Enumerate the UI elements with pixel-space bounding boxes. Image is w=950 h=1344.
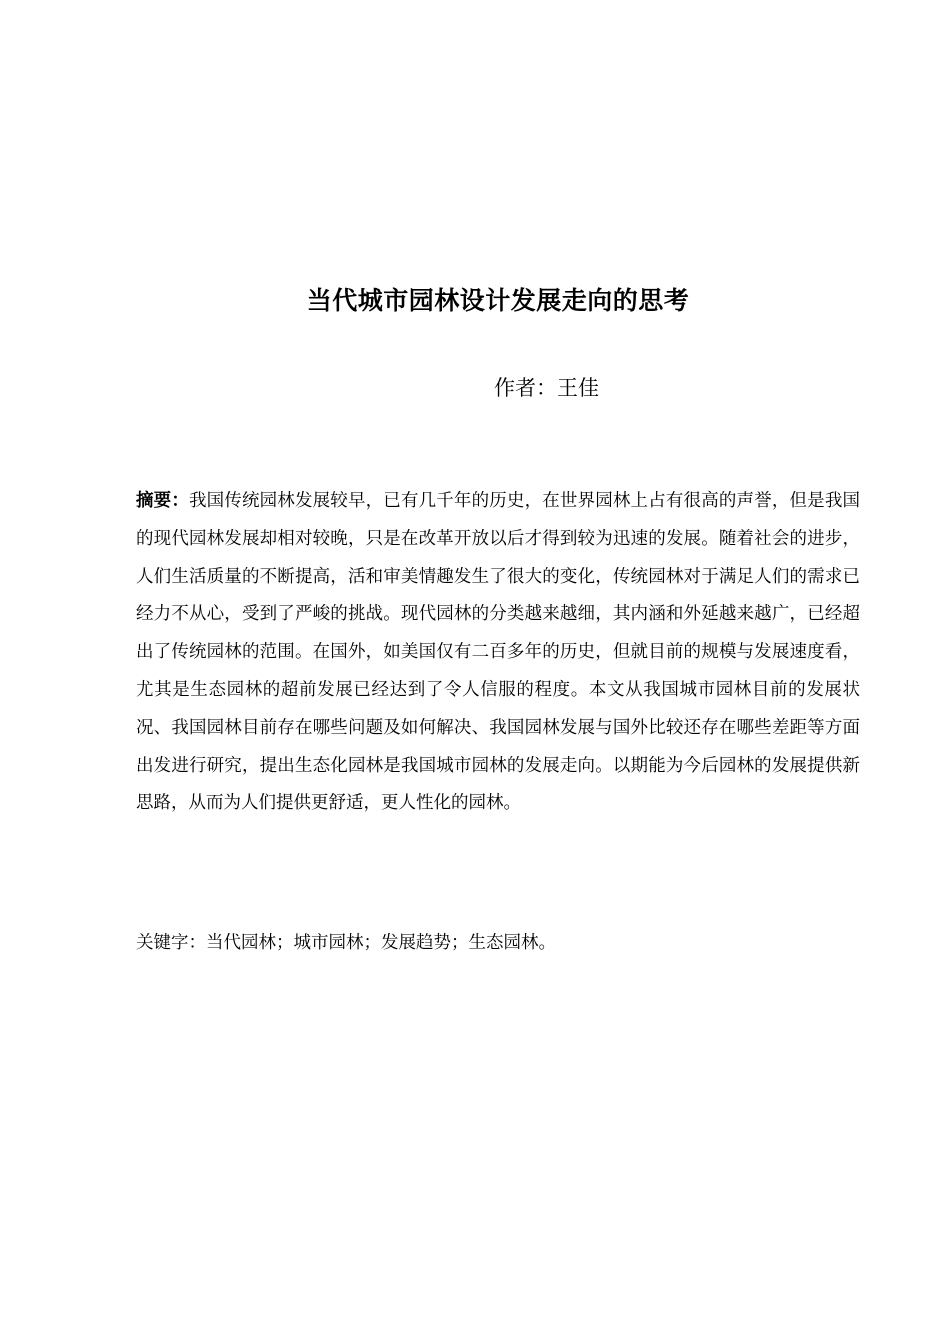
document-title: 当代城市园林设计发展走向的思考 bbox=[306, 286, 690, 315]
abstract-paragraph bbox=[136, 483, 860, 823]
author-line: 作者：王佳 bbox=[494, 376, 599, 400]
keywords-line: 关键字：当代园林；城市园林；发展趋势；生态园林。 bbox=[136, 933, 556, 953]
abstract-text: 我国传统园林发展较早，已有几千年的历史，在世界园林上占有很高的声誉，但是我国的现代园林发展却相对较晚，只是在改革开放以后才得到较为迅速的发展。随着社会的进步，人们生活质量的不断提高，活和审美情趣发生了很大的变化，传统园林对于满足人们的需求已经力不从心，受到了严峻的挑战。现代园林的分类越来越细，其内涵和外延越来越广，已经超出了传统园林的范围。在国外，如美国仅有二百多年的历史，但就目前的规模与发展速度看，尤其是生态园林的超前发展已经达到了令人信服的程度。本文从我国城市园林目前的发展状况、我国园林目前存在哪些问题及如何解决、我国园林发展与国外比较还存在哪些差距等方面出发进行研究，提出生态化园林是我国城市园林的发展走向。以期能为今后园林的发展提供新思路，从而为人们提供更舒适，更人性化的园林。 bbox=[136, 491, 861, 814]
abstract-label: 摘要： bbox=[136, 491, 189, 511]
